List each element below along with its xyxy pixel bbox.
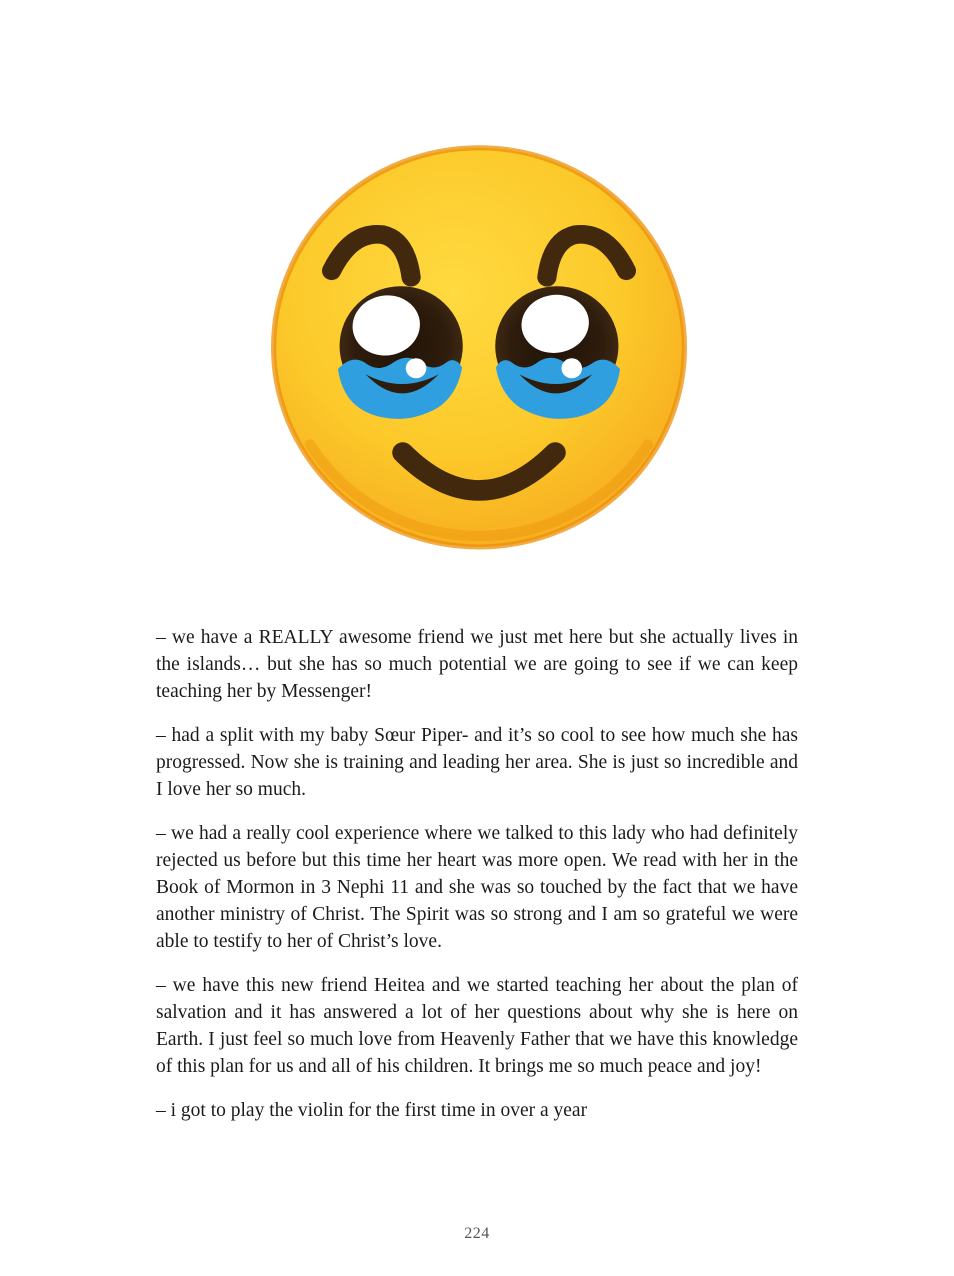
left-eye bbox=[338, 286, 463, 419]
journal-entry: – we had a really cool experience where we talked to this lady who had definitely rejected us before but this time her heart was more open. We read with her in the Book of Mormon in 3 Nephi 11 and she was so touched by the fact that we have another ministry of Christ. The Spirit was so strong and I am so grateful we were able to testify to her of Christ’s love. bbox=[156, 823, 798, 952]
journal-entry: – we have this new friend Heitea and we started teaching her about the plan of salvation and it has answered a lot of her questions about why she is here on Earth. I just feel so much love from Heavenly Father that we have this knowledge of this plan for us and all of his children. It brings me so much peace and joy! bbox=[156, 975, 798, 1077]
journal-entry: – we have a REALLY awesome friend we just met here but she actually lives in the islands… but she has so much potential we are going to see if we can keep teaching her by Messenger! bbox=[156, 627, 798, 702]
left-eye-highlight-small bbox=[406, 358, 427, 378]
journal-entry: – had a split with my baby Sœur Piper- and it’s so cool to see how much she has progressed. Now she is training and leading her area. She is just so incredible and I love her so much. bbox=[156, 725, 798, 800]
right-eye-highlight-small bbox=[561, 358, 582, 378]
emoji-illustration bbox=[267, 142, 691, 554]
page-number: 224 bbox=[464, 1225, 490, 1242]
journal-entries bbox=[156, 624, 798, 1124]
journal-entry: – i got to play the violin for the first time in over a year bbox=[156, 1100, 588, 1121]
right-eye bbox=[495, 286, 620, 419]
face-holding-back-tears-emoji bbox=[267, 142, 691, 554]
